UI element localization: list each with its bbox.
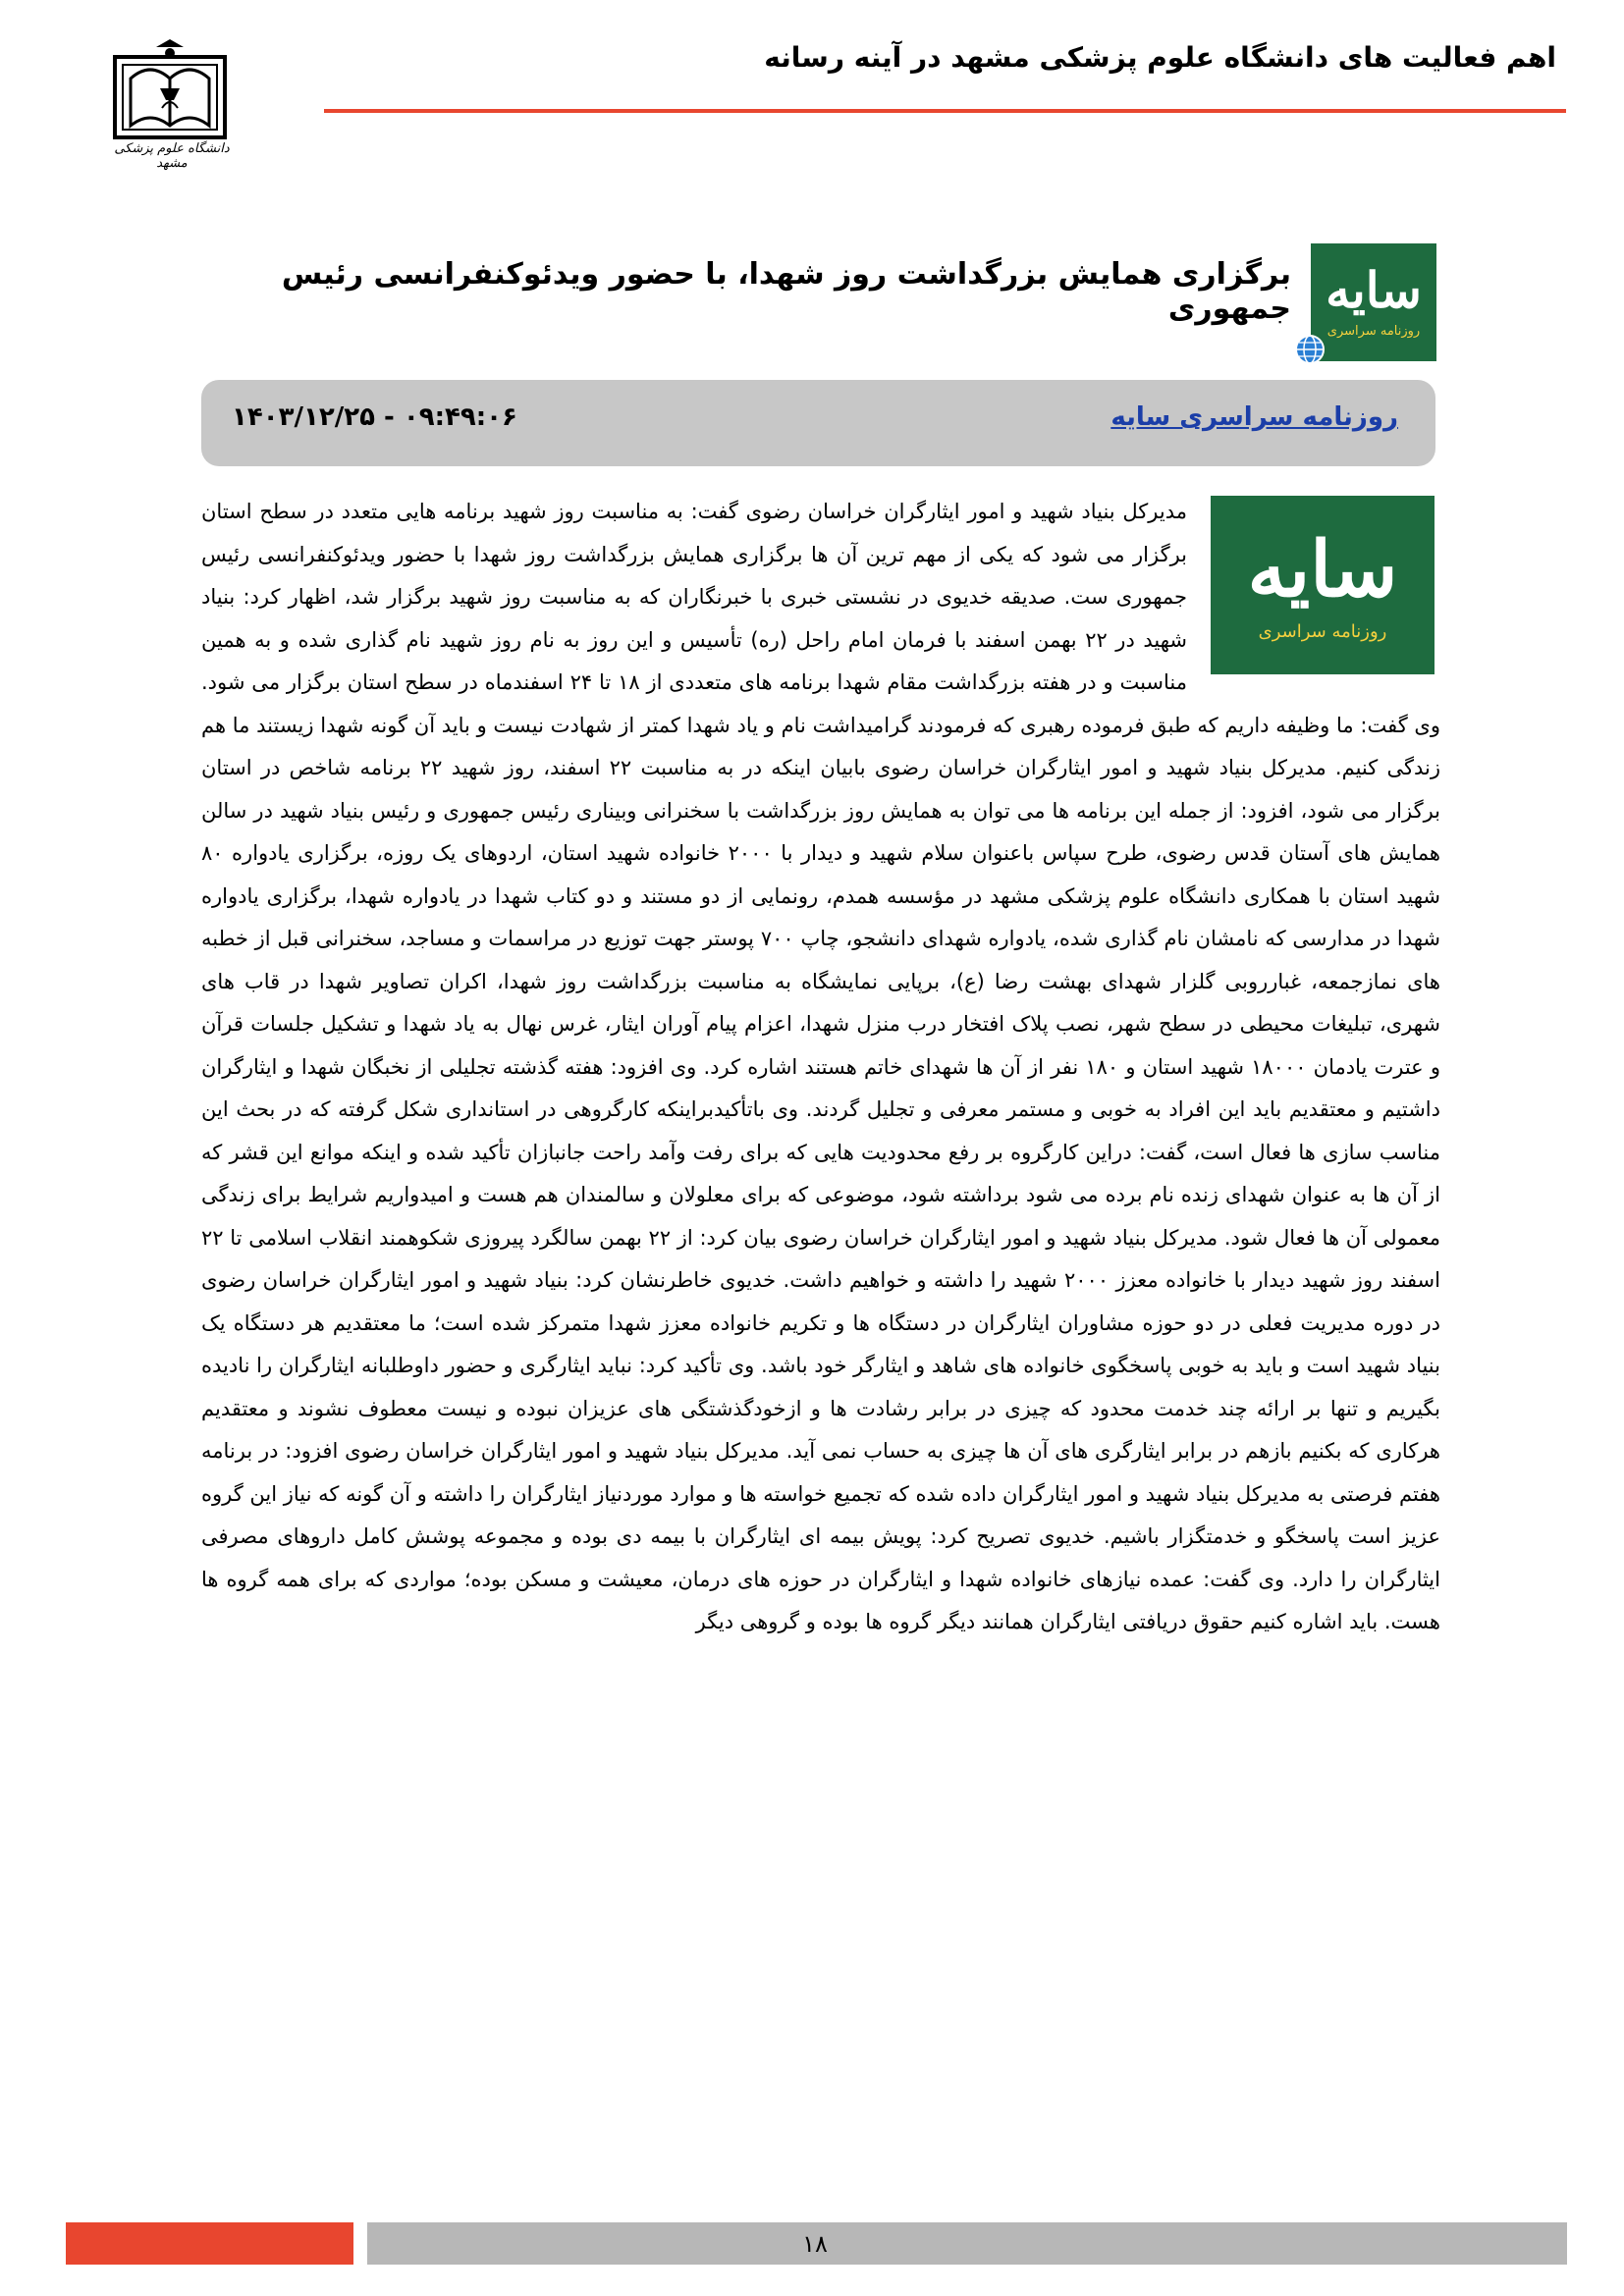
sayeh-logo-large-word: سایه — [1247, 525, 1398, 614]
sayeh-logo-word: سایه — [1326, 261, 1422, 319]
sayeh-logo-large-sub: روزنامه سراسری — [1258, 621, 1387, 642]
news-headline: برگزاری همایش بزرگداشت روز شهدا، با حضور ویدئوکنفرانسی رئیس جمهوری — [281, 257, 1291, 326]
sayeh-logo-small — [1311, 243, 1436, 361]
logo-spacer — [1187, 491, 1440, 697]
globe-icon[interactable] — [1294, 334, 1326, 365]
page-header-title: اهم فعالیت های دانشگاه علوم پزشکی مشهد در آینه رسانه — [764, 41, 1556, 74]
header-divider — [324, 109, 1566, 113]
footer-bar — [367, 2222, 1567, 2265]
article-body — [201, 491, 1440, 2120]
logo-caption: دانشگاه علوم پزشکی مشهد — [114, 141, 230, 171]
news-datetime: ۱۴۰۳/۱۲/۲۵ - ۰۹:۴۹:۰۶ — [232, 402, 517, 432]
article-text: مدیرکل بنیاد شهید و امور ایثارگران خراسان رضوی گفت: به مناسبت روز شهید برنامه هایی متعدد در سطح استان برگزار می شود که یکی از مهم ترین آن ها برگزاری همایش بزرگداشت روز شهدا با حضور ویدئوکنفرانسی رئیس جمهوری ست. صدیقه خدیوی در نشستی خبری با خبرنگاران که به مناسبت روز شهید برگزار شد، اظهار کرد: بنیاد شهید در ۲۲ بهمن اسفند با فرمان امام راحل (ره) تأسیس و این روز به نام روز شهید نام گذاری شده و به همین مناسبت و در هفته بزرگداشت مقام شهدا برنامه های متعددی از ۱۸ تا ۲۴ اسفندماه در سطح استان برگزار می شود. وی گفت: ما وظیفه داریم که طبق فرموده رهبری که فرمودند گرامیداشت نام و یاد شهدا کمتر از شهادت نیست و باید آن گونه شهدا زیستند ما هم زندگی کنیم. مدیرکل بنیاد شهید و امور ایثارگران خراسان رضوی بابیان اینکه در به مناسبت ۲۲ اسفند، روز شهید ۲۲ برنامه شاخص در استان برگزار می شود، افزود: از جمله این برنامه ها می توان به همایش روز بزرگداشت با سخنرانی وبیناری رئیس جمهوری و رئیس بنیاد شهید در سالن همایش های آستان قدس رضوی، طرح سپاس باعنوان سلام شهید و دیدار با ۲۰۰۰ خانواده شهید استان، اردوهای یک روزه، برگزاری یادواره ۸۰ شهید استان با همکاری دانشگاه علوم پزشکی مشهد در مؤسسه همدم، رونمایی از دو مستند و دو کتاب شهدا در یادواره شهدا، برگزاری یادواره شهدا در مدارسی که نامشان نام گذاری شده، یادواره شهدای دانشجو، چاپ ۷۰۰ پوستر جهت توزیع در مراسمات و مساجد، سخنرانی قبل از خطبه های نمازجمعه، غبارروبی گلزار شهدای بهشت رضا (ع)، برپایی نمایشگاه به مناسبت بزرگداشت روز شهدا، اکران تصاویر شهدا در قاب های شهری، تبلیغات محیطی در سطح شهر، نصب پلاک افتخار درب منزل شهدا، اعزام پیام آوران ایثار، غرس نهال به یاد شهدا و تشکیل جلسات قرآن و عترت یادمان ۱۸۰۰۰ شهید استان و ۱۸۰ نفر از آن ها شهدای خاتم هستند اشاره کرد. وی افزود: هفته گذشته تجلیلی از نخبگان شهدا و ایثارگران داشتیم و معتقدیم باید این افراد به خوبی و مستمر معرفی و تجلیل گردند. وی باتأکیدبراینکه کارگروهی در استانداری شکل گرفته که در بحث این مناسب سازی ها فعال است، گفت: دراین کارگروه بر رفع محدودیت هایی که برای رفت وآمد راحت جانبازان تأکید شده و اینکه موانع این قشر که از آن ها به عنوان شهدای زنده نام برده می شود برداشته شود، موضوعی که برای معلولان و سالمندان هم هست و امیدواریم شرایط برای زندگی معمولی آن ها فعال شود. مدیرکل بنیاد شهید و امور ایثارگران خراسان رضوی بیان کرد: از ۲۲ بهمن سالگرد پیروزی شکوهمند انقلاب اسلامی تا ۲۲ اسفند روز شهید دیدار با خانواده معزز ۲۰۰۰ شهید را داشته و خواهیم داشت. خدیوی خاطرنشان کرد: بنیاد شهید و امور ایثارگران خراسان رضوی در دوره مدیریت فعلی در دو حوزه مشاوران ایثارگران در دستگاه ها و تکریم خانواده معزز شهدا متمرکز شده است؛ ما معتقدیم هر دستگاه یک بنیاد شهید است و باید به خوبی پاسخگوی خانواده های شاهد و ایثارگر خود باشد. وی تأکید کرد: نباید ایثارگری و حضور داوطلبانه ایثارگران را نادیده بگیریم و تنها بر ارائه چند خدمت محدود که چیزی در برابر رشادت ها و ازخودگذشتگی های عزیزان نبوده و نیست معطوف نشوند و معتقدیم هرکاری که بکنیم بازهم در برابر ایثارگری های آن ها چیزی به حساب نمی آید. مدیرکل بنیاد شهید و امور ایثارگران خراسان رضوی افزود: در برنامه هفتم فرصتی به مدیرکل بنیاد شهید و امور ایثارگران داده شده که تجمیع خواسته ها و موارد موردنیاز ایثارگران را داشته و آن گونه که نیاز این گروه عزیز است پاسخگو و خدمتگزار باشیم. خدیوی تصریح کرد: پویش بیمه ای ایثارگران با بیمه دی بوده و مجموعه پوشش کامل داروهای مصرفی ایثارگران را دارد. وی گفت: عمده نیازهای خانواده شهدا و ایثارگران در حوزه های درمان، معیشت و مسکن بوده؛ مواردی که برای همه گروه ها هست. باید اشاره کنیم حقوق دریافتی ایثارگران همانند دیگر گروه ها بوده و گروهی دیگر — [201, 500, 1440, 1633]
sayeh-logo-sub: روزنامه سراسری — [1326, 324, 1421, 339]
news-source-link[interactable]: روزنامه سراسری سایه — [1110, 402, 1398, 432]
footer-accent-bar — [66, 2222, 353, 2265]
page-number: ۱۸ — [802, 2230, 828, 2258]
